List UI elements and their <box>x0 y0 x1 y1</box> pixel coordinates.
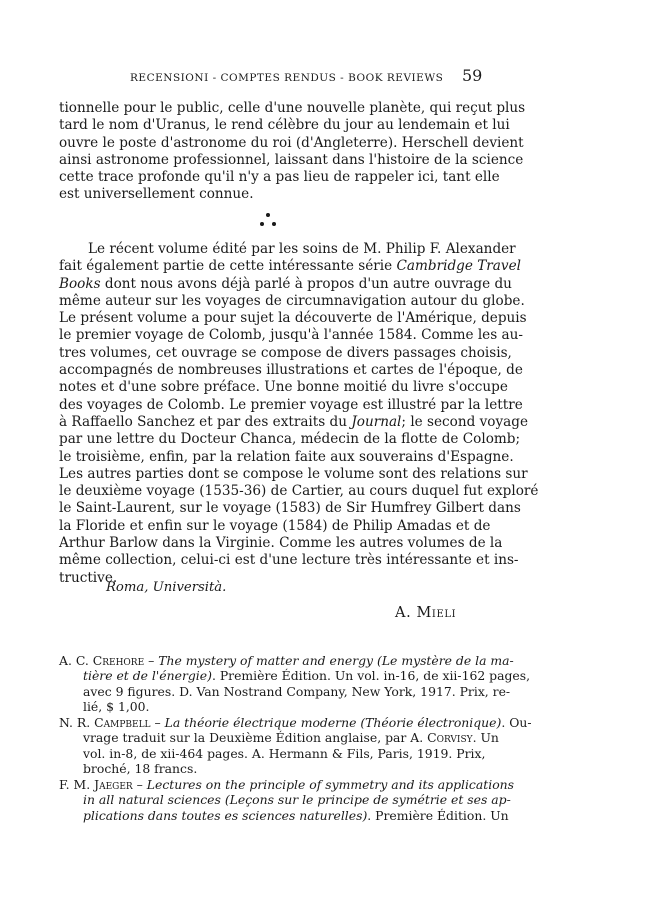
text-line: plications dans toutes es sciences naturelles). Première Édition. Un <box>83 807 509 823</box>
entry-title: plications dans toutes es sciences naturelles) <box>83 807 368 823</box>
translator-name: A. Corvisy <box>410 730 473 746</box>
text-line: des voyages de Colomb. Le premier voyage est illustré par la lettre <box>59 396 523 413</box>
text-line: même collection, celui-ci est d'une lecture très intéressante et ins- <box>59 552 519 569</box>
entry-title: La théorie électrique moderne (Théorie électronique) <box>164 715 502 730</box>
text-line: même auteur sur les voyages de circumnavigation autour du globe. <box>59 292 525 309</box>
asterism-separator <box>256 211 280 231</box>
paragraph-cambridge-review <box>59 241 539 587</box>
text-line: tres volumes, cet ouvrage se compose de divers passages choisis, <box>59 344 512 361</box>
journal-title: Journal <box>351 413 402 430</box>
text-line: le troisième, enfin, par la relation faite aux souverains d'Espagne. <box>59 448 514 465</box>
text-line: Books dont nous avons déjà parlé à propos d'un autre ouvrage du <box>59 275 512 292</box>
text-line: fait également partie de cette intéressante série Cambridge Travel <box>59 258 521 275</box>
page-number: 59 <box>462 66 483 85</box>
text-line: est universellement connue. <box>59 186 254 203</box>
text-line: le deuxième voyage (1535-36) de Cartier, au cours duquel fut exploré <box>59 483 539 500</box>
text-line: vrage traduit sur la Deuxième Édition anglaise, par A. Corvisy. Un <box>83 730 499 746</box>
text-line <box>59 792 511 808</box>
text-line: broché, 18 francs. <box>83 761 198 777</box>
paragraph-herschell <box>59 100 526 204</box>
text-line: tructive. <box>59 569 118 586</box>
entry-author: F. M. Jaeger <box>59 777 133 792</box>
text-line: cette trace profonde qu'il n'y a pas lieu de rappeler ici, tant elle <box>59 169 500 186</box>
author-signature: A. Mieli <box>395 605 457 621</box>
bibliography-entry <box>59 715 532 777</box>
text-line: Les autres parties dont se compose le volume sont des relations sur <box>59 465 528 482</box>
text-line: F. M. Jaeger – Lectures on the principle of symmetry and its applications <box>59 777 514 792</box>
text-line: le premier voyage de Colomb, jusqu'à l'année 1584. Comme les au- <box>59 327 523 344</box>
bibliography-entry <box>59 777 514 823</box>
place-line: Roma, Università. <box>106 580 227 595</box>
text-line: vol. in-8, de xii-464 pages. A. Hermann & Fils, Paris, 1919. Prix, <box>83 745 486 761</box>
entry-title: in all natural sciences (Leçons sur le principe de symétrie et ses ap- <box>83 792 511 808</box>
text-line: notes et d'une sobre préface. Une bonne moitié du livre s'occupe <box>59 379 508 396</box>
series-title: Books <box>59 275 101 292</box>
entry-title: tière et de l'énergie) <box>83 668 212 684</box>
text-line: à Raffaello Sanchez et par des extraits du Journal; le second voyage <box>59 413 529 430</box>
running-head: RECENSIONI - COMPTES RENDUS - BOOK REVIEWS <box>130 72 444 84</box>
text-line: A. C. Crehore – The mystery of matter and energy (Le mystère de la ma- <box>59 653 514 668</box>
entry-author: N. R. Campbell <box>59 715 151 730</box>
text-line: tard le nom d'Uranus, le rend célèbre du jour au lendemain et lui <box>59 117 510 134</box>
text-line: tière et de l'énergie). Première Édition. Un vol. in-16, de xii-162 pages, <box>83 668 531 684</box>
entry-author: A. C. Crehore <box>59 653 145 668</box>
text-line: tionnelle pour le public, celle d'une nouvelle planète, qui reçut plus <box>59 100 526 116</box>
text-line: ainsi astronome professionnel, laissant dans l'histoire de la science <box>59 151 524 168</box>
text-line: ouvre le poste d'astronome du roi (d'Angleterre). Herschell devient <box>59 134 524 151</box>
bibliography-entry <box>59 653 531 715</box>
text-line: la Floride et enfin sur le voyage (1584) de Philip Amadas et de <box>59 517 491 534</box>
text-line: accompagnés de nombreuses illustrations et cartes de l'époque, de <box>59 362 523 379</box>
entry-title: The mystery of matter and energy (Le mystère de la ma- <box>158 653 514 668</box>
text-line: lié, $ 1,00. <box>83 699 150 715</box>
text-line: Arthur Barlow dans la Virginie. Comme les autres volumes de la <box>59 535 503 552</box>
series-title: Cambridge Travel <box>396 258 521 275</box>
text-line: Le récent volume édité par les soins de M. Philip F. Alexander <box>88 241 516 257</box>
text-line: avec 9 figures. D. Van Nostrand Company, New York, 1917. Prix, re- <box>83 683 511 699</box>
entry-title: Lectures on the principle of symmetry and its applications <box>146 777 514 792</box>
text-line: par une lettre du Docteur Chanca, médecin de la flotte de Colomb; <box>59 431 521 448</box>
text-line: le Saint-Laurent, sur le voyage (1583) de Sir Humfrey Gilbert dans <box>59 500 521 517</box>
text-line: Le présent volume a pour sujet la découverte de l'Amérique, depuis <box>59 310 527 327</box>
text-line: N. R. Campbell – La théorie électrique moderne (Théorie électronique). Ou- <box>59 715 532 730</box>
